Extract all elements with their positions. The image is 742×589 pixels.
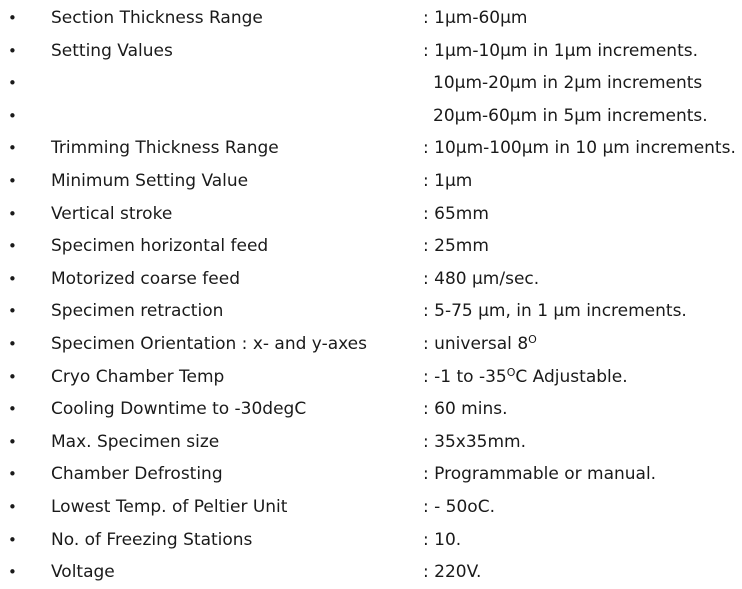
bullet-icon: • [8, 9, 17, 27]
spec-label: Max. Specimen size [51, 431, 220, 452]
bullet-icon: • [8, 269, 17, 288]
bullet-icon: • [8, 237, 17, 256]
spec-row-motorized-coarse-feed [0, 263, 742, 296]
spec-value: 10µm-20µm in 2µm increments [433, 73, 703, 94]
spec-row-vertical-stroke [0, 198, 742, 231]
spec-row-specimen-retraction [0, 295, 742, 328]
bullet-icon: • [8, 400, 17, 419]
bullet-icon: • [8, 302, 17, 321]
spec-row-cryo-chamber-temp [0, 361, 742, 394]
bullet-icon: • [8, 432, 17, 451]
spec-value: 20µm-60µm in 5µm increments. [433, 105, 708, 126]
spec-row-freezing-stations [0, 524, 742, 557]
degree-superscript: O [528, 332, 537, 346]
spec-row-cooling-downtime [0, 393, 742, 426]
spec-row-setting-values-continued-1 [0, 67, 742, 100]
spec-value-text: : universal 8 [423, 333, 529, 354]
spec-label: Trimming Thickness Range [51, 138, 279, 159]
spec-label: Motorized coarse feed [51, 268, 240, 289]
spec-value: : 480 µm/sec. [423, 268, 540, 289]
spec-value: : 10. [423, 529, 462, 550]
spec-row-specimen-horizontal-feed [0, 230, 742, 263]
spec-value [423, 328, 537, 361]
spec-label: No. of Freezing Stations [51, 529, 253, 550]
spec-value: : 10µm-100µm in 10 µm increments. [423, 138, 736, 159]
spec-row-specimen-orientation [0, 328, 742, 361]
spec-row-trimming-thickness-range [0, 132, 742, 165]
spec-row-max-specimen-size [0, 426, 742, 459]
spec-label: Section Thickness Range [51, 8, 263, 28]
spec-label: Vertical stroke [51, 203, 173, 224]
spec-label: Setting Values [51, 40, 173, 61]
bullet-icon: • [8, 106, 17, 125]
spec-row-chamber-defrosting [0, 458, 742, 491]
spec-row-section-thickness-range [0, 2, 742, 35]
spec-value: : Programmable or manual. [423, 464, 657, 485]
spec-value: : - 50oC. [423, 496, 495, 517]
bullet-icon: • [8, 530, 17, 549]
spec-row-lowest-temp-peltier [0, 491, 742, 524]
spec-value: : 1µm-60µm [423, 8, 528, 28]
spec-label: Voltage [51, 562, 115, 583]
spec-value: : 60 mins. [423, 399, 508, 420]
bullet-icon: • [8, 74, 17, 93]
spec-value: : 25mm [423, 236, 489, 257]
spec-row-voltage [0, 556, 742, 589]
bullet-icon: • [8, 204, 17, 223]
spec-label: Specimen retraction [51, 301, 224, 322]
bullet-icon: • [8, 563, 17, 582]
degree-superscript: O [506, 365, 516, 379]
spec-value: : 65mm [423, 203, 489, 224]
spec-row-setting-values-continued-2 [0, 100, 742, 133]
spec-row-setting-values [0, 35, 742, 68]
spec-value: : 1µm [423, 170, 473, 191]
spec-row-minimum-setting-value [0, 165, 742, 198]
spec-value: : 1µm-10µm in 1µm increments. [423, 40, 699, 61]
spec-label: Cooling Downtime to -30degC [51, 399, 307, 420]
bullet-icon: • [8, 465, 17, 484]
bullet-icon: • [8, 139, 17, 158]
spec-label: Lowest Temp. of Peltier Unit [51, 496, 288, 517]
spec-value: : 5-75 µm, in 1 µm increments. [423, 301, 687, 322]
bullet-icon: • [8, 334, 17, 353]
bullet-icon: • [8, 41, 17, 60]
spec-label: Specimen horizontal feed [51, 236, 269, 257]
spec-label: Cryo Chamber Temp [51, 366, 225, 387]
spec-value [423, 361, 628, 394]
bullet-icon: • [8, 497, 17, 516]
specification-list [0, 2, 742, 589]
spec-label: Specimen Orientation : x- and y-axes [51, 333, 367, 354]
bullet-icon: • [8, 367, 17, 386]
spec-label: Chamber Defrosting [51, 464, 223, 485]
spec-value: : 35x35mm. [423, 431, 526, 452]
bullet-icon: • [8, 171, 17, 190]
spec-value-suffix: C Adjustable. [515, 366, 628, 387]
spec-value-text: : -1 to -35 [423, 366, 507, 387]
spec-label: Minimum Setting Value [51, 170, 249, 191]
spec-value: : 220V. [423, 562, 482, 583]
